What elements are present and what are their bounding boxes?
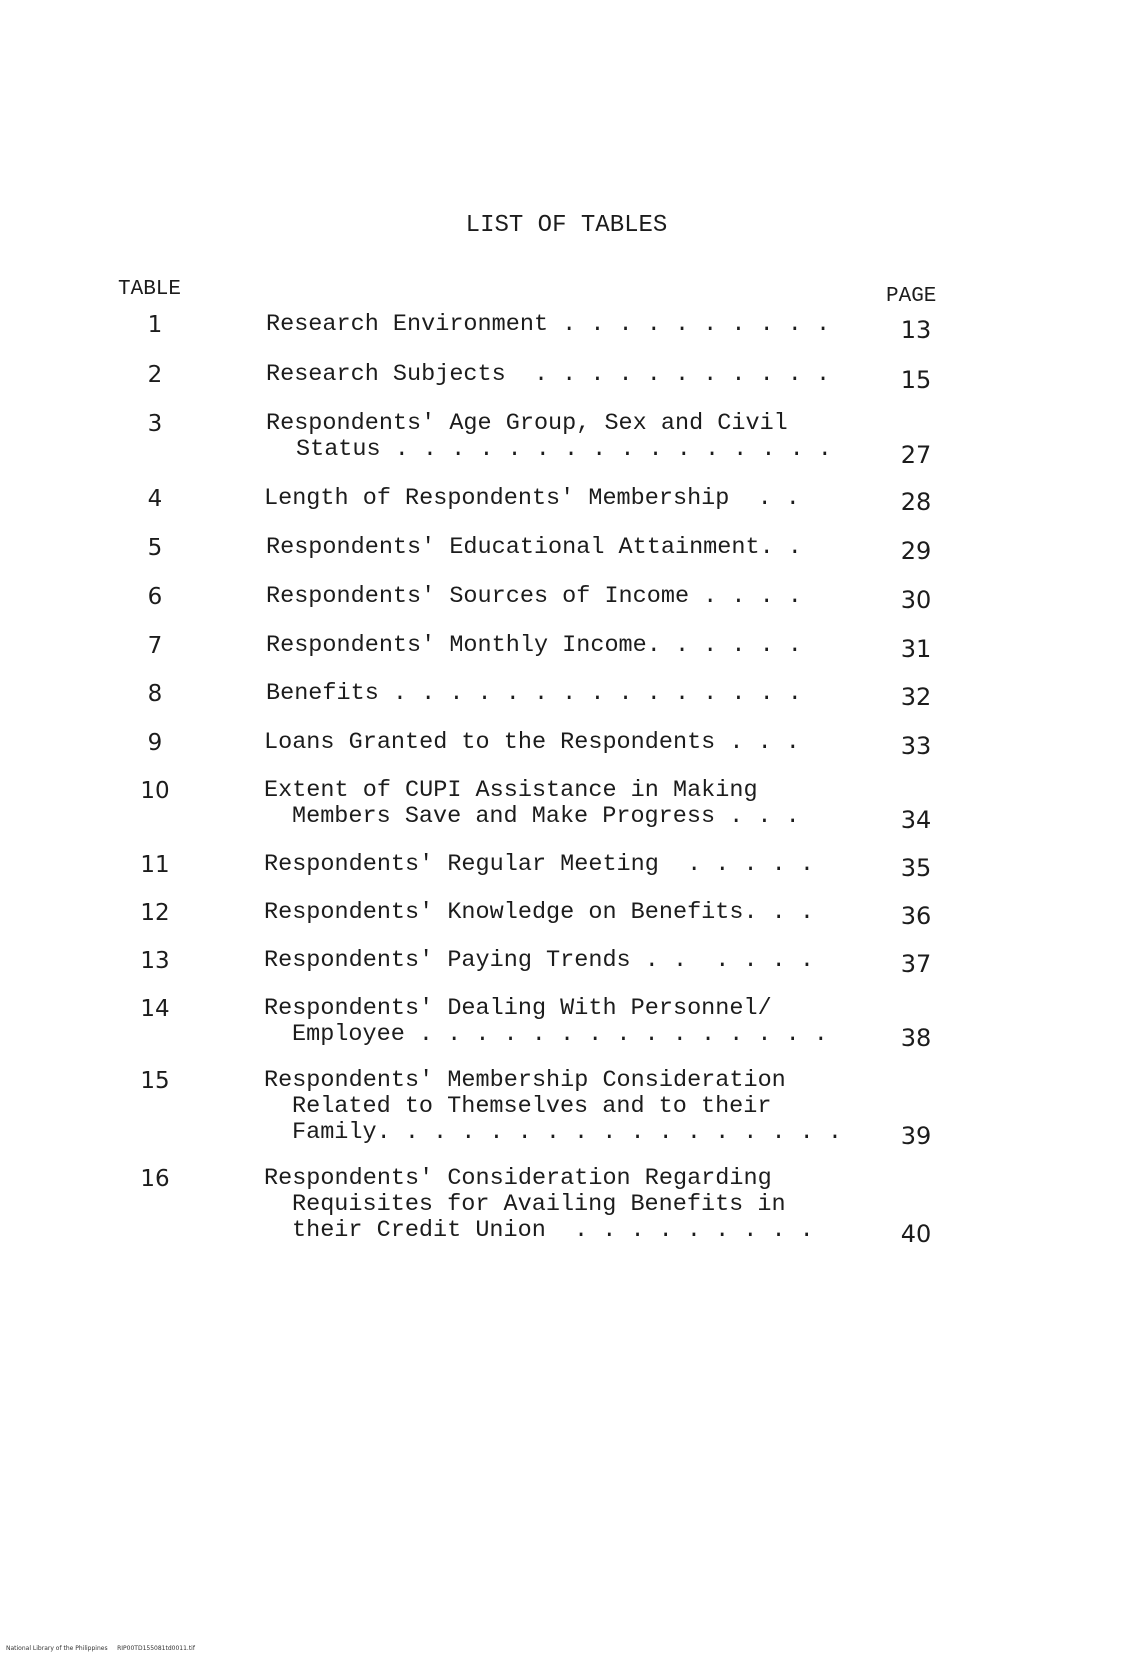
- entry-number: 7: [147, 633, 163, 659]
- entry-page: 36: [900, 902, 932, 930]
- entry-title-line: Related to Themselves and to their: [292, 1093, 772, 1120]
- entry-number: 13: [140, 948, 170, 974]
- entry-title-line: Respondents' Paying Trends . . . . . .: [264, 947, 814, 974]
- entry-number: 9: [147, 730, 163, 756]
- entry-title-line: Respondents' Regular Meeting . . . . .: [264, 851, 814, 878]
- entry-title-line: Respondents' Membership Consideration: [264, 1067, 786, 1094]
- entry-page: 35: [900, 854, 932, 882]
- entry-number: 5: [147, 535, 163, 561]
- entry-page: 15: [900, 366, 932, 394]
- entry-number: 11: [140, 852, 170, 878]
- entry-number: 2: [147, 362, 163, 388]
- entry-title-line: Family. . . . . . . . . . . . . . . . .: [292, 1119, 842, 1146]
- entry-title-line: Requisites for Availing Benefits in: [292, 1191, 786, 1218]
- entry-number: 14: [140, 996, 170, 1022]
- entry-number: 10: [140, 778, 170, 804]
- entry-title-line: Respondents' Consideration Regarding: [264, 1165, 772, 1192]
- entry-number: 4: [147, 486, 163, 512]
- entry-title-line: Research Subjects . . . . . . . . . . .: [266, 361, 831, 388]
- entry-page: 27: [900, 441, 932, 469]
- entry-number: 8: [147, 681, 163, 707]
- entry-title-line: Loans Granted to the Respondents . . .: [264, 729, 800, 756]
- entry-title-line: Respondents' Sources of Income . . . .: [266, 583, 802, 610]
- entry-title-line: Length of Respondents' Membership . .: [264, 485, 800, 512]
- entry-page: 34: [900, 806, 932, 834]
- entry-page: 32: [900, 683, 932, 711]
- entry-number: 6: [147, 584, 163, 610]
- entry-page: 40: [900, 1220, 932, 1248]
- entry-number: 3: [147, 411, 163, 437]
- entry-title-line: Respondents' Knowledge on Benefits. . .: [264, 899, 814, 926]
- entry-title-line: Employee . . . . . . . . . . . . . . .: [292, 1021, 828, 1048]
- entry-title-line: Status . . . . . . . . . . . . . . . .: [296, 436, 832, 463]
- entry-page: 28: [900, 488, 932, 516]
- entry-page: 39: [900, 1122, 932, 1150]
- entry-number: 12: [140, 900, 170, 926]
- entry-number: 15: [140, 1068, 170, 1094]
- entry-page: 37: [900, 950, 932, 978]
- entry-page: 30: [900, 586, 932, 614]
- entry-page: 31: [900, 635, 932, 663]
- entry-title-line: Members Save and Make Progress . . .: [292, 803, 800, 830]
- entry-number: 1: [147, 312, 163, 338]
- entry-title-line: Respondents' Age Group, Sex and Civil: [266, 410, 788, 437]
- scan-footer: National Library of the Philippines RIP00TD155081td0011.tif: [6, 1645, 195, 1652]
- page-title: LIST OF TABLES: [465, 212, 668, 239]
- entry-title-line: Respondents' Monthly Income. . . . . .: [266, 632, 802, 659]
- page-column-header: PAGE: [886, 285, 937, 308]
- table-column-header: TABLE: [118, 278, 182, 301]
- entry-page: 29: [900, 537, 932, 565]
- entry-title-line: Respondents' Dealing With Personnel/: [264, 995, 772, 1022]
- entry-page: 33: [900, 732, 932, 760]
- entry-number: 16: [140, 1166, 170, 1192]
- entry-page: 38: [900, 1024, 932, 1052]
- entry-title-line: their Credit Union . . . . . . . . .: [292, 1217, 814, 1244]
- entry-title-line: Respondents' Educational Attainment. .: [266, 534, 802, 561]
- entry-page: 13: [900, 316, 932, 344]
- entry-title-line: Benefits . . . . . . . . . . . . . . .: [266, 680, 802, 707]
- entry-title-line: Research Environment . . . . . . . . . .: [266, 311, 831, 338]
- entry-title-line: Extent of CUPI Assistance in Making: [264, 777, 758, 804]
